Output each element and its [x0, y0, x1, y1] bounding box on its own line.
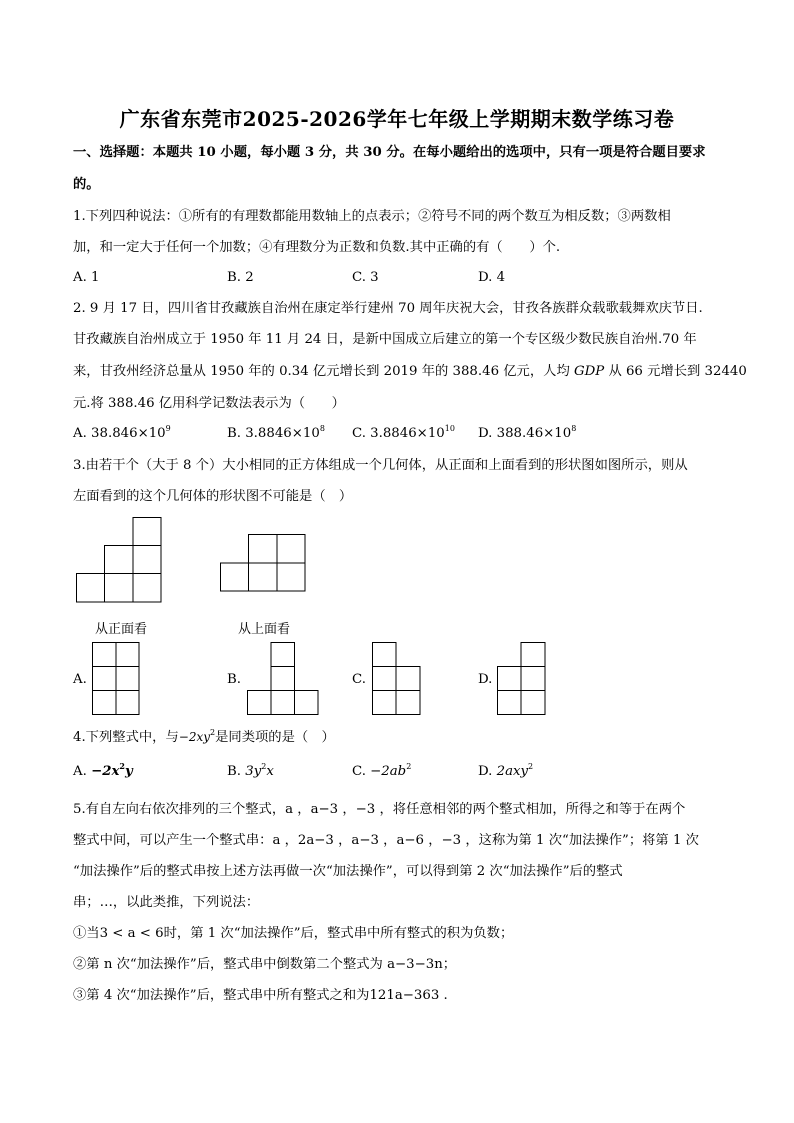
q3-line2: 左面看到的这个几何体的形状图不可能是（ ） [73, 489, 353, 504]
q2-option-a: A. $38.846\times 10^9$ [73, 424, 171, 441]
q4-stem: 4.下列整式中，与$-2xy^2$是同类项的是（ ） [73, 728, 335, 745]
q1-option-b: B. 2 [227, 270, 254, 285]
q3-option-d-label: D. [478, 672, 493, 687]
q1-option-a: A. 1 [73, 270, 100, 285]
q3-line1: 3.由若干个（大于 8 个）大小相同的正方体组成一个几何体，从正面和上面看到的形状图如图所示，则从 [73, 458, 688, 473]
page-title: 广东省东莞市2025-2026学年七年级上学期期末数学练习卷 [119, 107, 675, 131]
q4-option-b: B. $3y^2x$ [227, 762, 274, 779]
q2-line3: 来，甘孜州经济总量从 1950 年的 0.34 亿元增长到 2019 年的 388.46 亿元，人均 GDP 从 66 元增长到 32440 [73, 364, 747, 379]
q2-line1: 2. 9 月 17 日，四川省甘孜藏族自治州在康定举行建州 70 周年庆祝大会，甘孜各族群众载歌载舞欢庆节日. [73, 301, 703, 316]
q4-option-a: A. $-2x^2y$ [73, 761, 133, 779]
q3-option-a-label: A. [73, 672, 87, 687]
caption-top-view: 从上面看 [238, 622, 291, 637]
q5-statement-1: ①当3 < a < 6时，第 1 次“加法操作”后，整式串中所有整式的积为负数； [73, 926, 514, 941]
top-view-figure [220, 534, 306, 592]
q5-statement-2: ②第 n 次“加法操作”后，整式串中倒数第二个整式为 a−3−3n； [73, 957, 457, 972]
q4-option-d: D. 2axy$^2$ [478, 762, 534, 779]
section-heading-line2: 的。 [73, 177, 100, 192]
q1-option-c: C. 3 [352, 270, 379, 285]
q5-line1: 5.有自左向右依次排列的三个整式，a ，a−3 ，−3 ，将任意相邻的两个整式相加，所得之和等于在两个 [73, 802, 686, 817]
q2-line4: 元.将 388.46 亿用科学记数法表示为（ ） [73, 396, 345, 411]
q4-option-c: C. $-2ab^2$ [352, 762, 412, 779]
q2-option-c: C. $3.8846\times 10^{10}$ [352, 424, 455, 441]
q3-option-a-figure [92, 642, 140, 715]
caption-front-view: 从正面看 [95, 622, 148, 637]
q1-line2: 加，和一定大于任何一个加数；④有理数分为正数和负数.其中正确的有（ ）个. [73, 240, 561, 255]
q1-option-d: D. 4 [478, 270, 506, 285]
q5-line2: 整式中间，可以产生一个整式串：a ，2a−3 ，a−3 ，a−6 ，−3 ，这称为第 1 次“加法操作”；将第 1 次 [73, 833, 699, 848]
q1-line1: 1.下列四种说法：①所有的有理数都能用数轴上的点表示；②符号不同的两个数互为相反数；③两数相 [73, 209, 671, 224]
front-view-figure [76, 517, 162, 603]
q3-option-b-label: B. [227, 672, 241, 687]
q3-option-c-label: C. [352, 672, 366, 687]
section-heading-line1: 一、选择题：本题共 10 小题，每小题 3 分，共 30 分。在每小题给出的选项中，只有一项是符合题目要求 [73, 145, 706, 160]
q2-option-b: B. $3.8846\times 10^8$ [227, 424, 325, 441]
q3-option-d-figure [497, 642, 546, 715]
q5-line3: “加法操作”后的整式串按上述方法再做一次“加法操作”，可以得到第 2 次“加法操作”后的整式 [73, 864, 623, 879]
q2-line2: 甘孜藏族自治州成立于 1950 年 11 月 24 日，是新中国成立后建立的第一个专区级少数民族自治州.70 年 [73, 332, 697, 347]
q5-statement-3: ③第 4 次“加法操作”后，整式串中所有整式之和为121a−363 . [73, 988, 448, 1003]
q3-option-b-figure [247, 642, 319, 715]
q2-option-d: D. $388.46\times 10^8$ [478, 424, 577, 441]
q5-line4: 串；…，以此类推，下列说法： [73, 895, 260, 910]
q3-option-c-figure [372, 642, 421, 715]
